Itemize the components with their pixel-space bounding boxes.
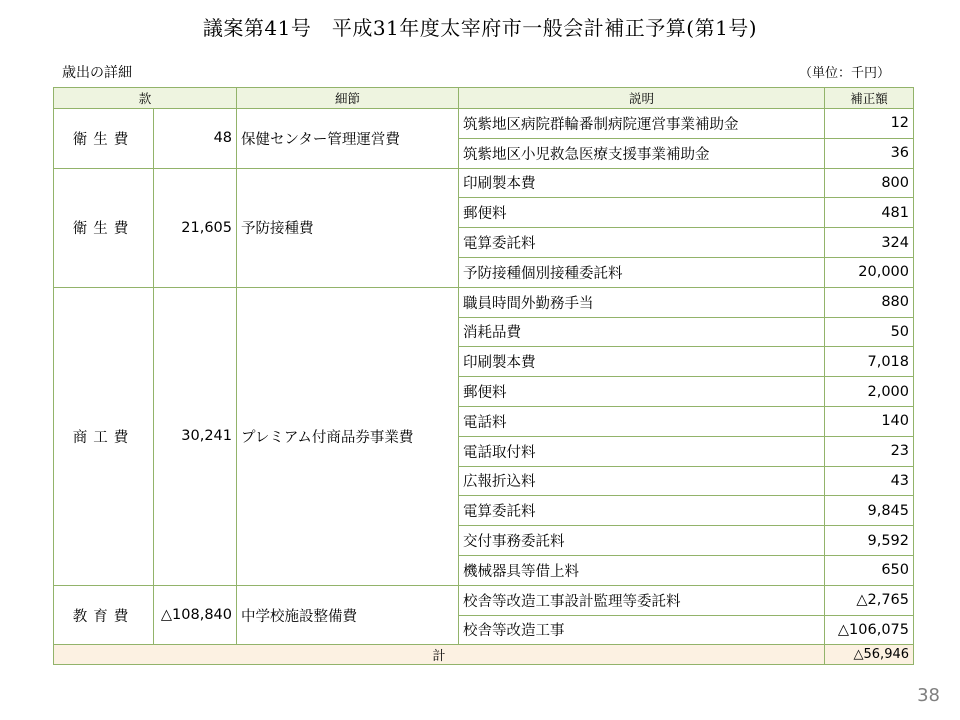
- amount-cell: 12: [825, 109, 914, 139]
- group-total-cell: 30,241: [154, 287, 237, 585]
- setsu-cell: 予防接種費: [237, 168, 459, 287]
- amount-cell: 20,000: [825, 257, 914, 287]
- amount-cell: 9,845: [825, 496, 914, 526]
- setsu-cell: プレミアム付商品券事業費: [237, 287, 459, 585]
- amount-cell: △2,765: [825, 585, 914, 615]
- kan-cell: 教育費: [54, 585, 154, 645]
- header-setsu: 細節: [237, 88, 459, 109]
- header-amount: 補正額: [825, 88, 914, 109]
- amount-cell: 481: [825, 198, 914, 228]
- setsu-cell: 保健センター管理運営費: [237, 109, 459, 169]
- amount-cell: 23: [825, 436, 914, 466]
- amount-cell: 43: [825, 466, 914, 496]
- table-row: [54, 585, 914, 615]
- amount-cell: 36: [825, 138, 914, 168]
- table-row: [54, 109, 914, 139]
- total-row: [54, 645, 914, 665]
- kan-cell: 商工費: [54, 287, 154, 585]
- description-cell: 機械器具等借上料: [459, 555, 825, 585]
- page-title: 議案第41号 平成31年度太宰府市一般会計補正予算(第1号): [202, 16, 758, 40]
- total-amount: △56,946: [825, 645, 914, 665]
- header-kan: 款: [54, 88, 237, 109]
- budget-detail-table: [53, 87, 914, 665]
- total-label: 計: [54, 645, 825, 665]
- table-row: [54, 287, 914, 317]
- amount-cell: 880: [825, 287, 914, 317]
- description-cell: 筑紫地区小児救急医療支援事業補助金: [459, 138, 825, 168]
- page-number: 38: [917, 685, 940, 706]
- unit-label: （単位：千円）: [798, 66, 890, 81]
- amount-cell: 324: [825, 228, 914, 258]
- description-cell: 筑紫地区病院群輪番制病院運営事業補助金: [459, 109, 825, 139]
- description-cell: 広報折込料: [459, 466, 825, 496]
- description-cell: 電話料: [459, 406, 825, 436]
- kan-cell: 衛生費: [54, 109, 154, 169]
- section-subheading: 歳出の詳細: [62, 65, 132, 81]
- table-header-row: [54, 88, 914, 109]
- description-cell: 印刷製本費: [459, 168, 825, 198]
- kan-cell: 衛生費: [54, 168, 154, 287]
- amount-cell: 650: [825, 555, 914, 585]
- description-cell: 電算委託料: [459, 228, 825, 258]
- amount-cell: 2,000: [825, 377, 914, 407]
- description-cell: 郵便料: [459, 198, 825, 228]
- description-cell: 校舎等改造工事: [459, 615, 825, 645]
- description-cell: 電算委託料: [459, 496, 825, 526]
- description-cell: 職員時間外勤務手当: [459, 287, 825, 317]
- amount-cell: 140: [825, 406, 914, 436]
- table-body: [54, 109, 914, 665]
- description-cell: 交付事務委託料: [459, 526, 825, 556]
- description-cell: 校舎等改造工事設計監理等委託料: [459, 585, 825, 615]
- description-cell: 印刷製本費: [459, 347, 825, 377]
- table-row: [54, 168, 914, 198]
- group-total-cell: △108,840: [154, 585, 237, 645]
- amount-cell: 7,018: [825, 347, 914, 377]
- description-cell: 消耗品費: [459, 317, 825, 347]
- amount-cell: 50: [825, 317, 914, 347]
- amount-cell: 800: [825, 168, 914, 198]
- amount-cell: 9,592: [825, 526, 914, 556]
- setsu-cell: 中学校施設整備費: [237, 585, 459, 645]
- description-cell: 郵便料: [459, 377, 825, 407]
- description-cell: 電話取付料: [459, 436, 825, 466]
- group-total-cell: 21,605: [154, 168, 237, 287]
- amount-cell: △106,075: [825, 615, 914, 645]
- header-desc: 説明: [459, 88, 825, 109]
- group-total-cell: 48: [154, 109, 237, 169]
- description-cell: 予防接種個別接種委託料: [459, 257, 825, 287]
